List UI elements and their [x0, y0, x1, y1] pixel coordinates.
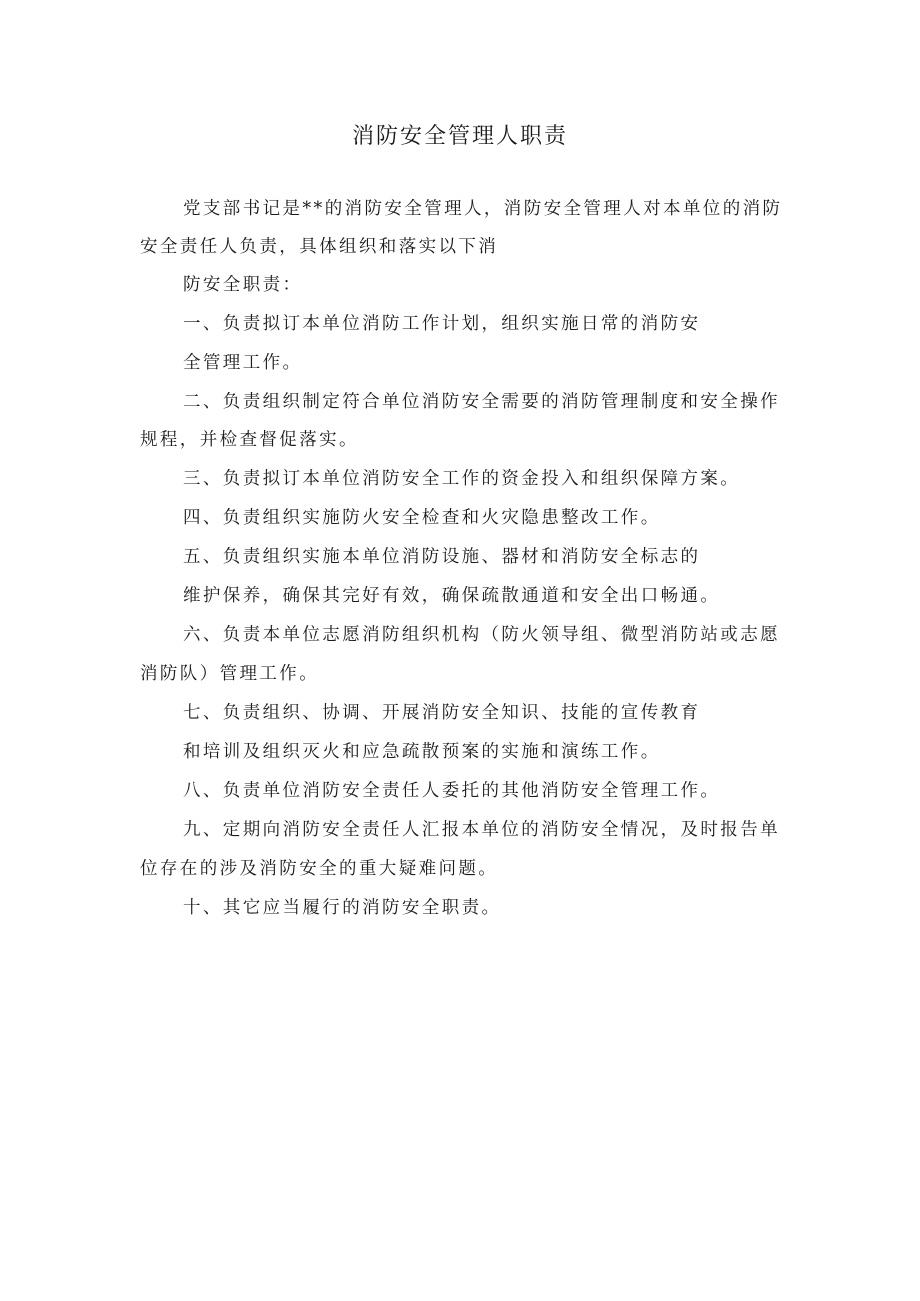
paragraph-line: 五、负责组织实施本单位消防设施、器材和消防安全标志的 [183, 547, 701, 567]
paragraph-line: 二、负责组织制定符合单位消防安全需要的消防管理制度和安全操作 [183, 392, 780, 412]
paragraph-line: 维护保养，确保其完好有效，确保疏散通道和安全出口畅通。 [183, 586, 721, 606]
paragraph-line: 党支部书记是**的消防安全管理人，消防安全管理人对本单位的消防 [183, 199, 783, 219]
document-title: 消防安全管理人职责 [351, 124, 568, 149]
paragraph-line: 防安全职责： [183, 275, 303, 295]
paragraph-line: 消防队）管理工作。 [140, 664, 320, 684]
paragraph-line: 四、负责组织实施防火安全检查和火灾隐患整改工作。 [183, 508, 661, 528]
paragraph-line: 七、负责组织、协调、开展消防安全知识、技能的宣传教育 [183, 703, 701, 723]
paragraph-line: 十、其它应当履行的消防安全职责。 [183, 898, 502, 918]
paragraph-line: 和培训及组织灭火和应急疏散预案的实施和演练工作。 [183, 742, 661, 762]
paragraph-line: 九、定期向消防安全责任人汇报本单位的消防安全情况，及时报告单 [183, 820, 780, 840]
paragraph-line: 八、负责单位消防安全责任人委托的其他消防安全管理工作。 [183, 781, 721, 801]
paragraph-line: 三、负责拟订本单位消防安全工作的资金投入和组织保障方案。 [183, 469, 741, 489]
paragraph-line: 一、负责拟订本单位消防工作计划，组织实施日常的消防安 [183, 314, 701, 334]
paragraph-line: 安全责任人负责，具体组织和落实以下消 [140, 237, 499, 257]
paragraph-line: 全管理工作。 [183, 353, 303, 373]
paragraph-line: 位存在的涉及消防安全的重大疑难问题。 [140, 859, 499, 879]
paragraph-line: 规程，并检查督促落实。 [140, 430, 359, 450]
paragraph-line: 六、负责本单位志愿消防组织机构（防火领导组、微型消防站或志愿 [183, 625, 780, 645]
